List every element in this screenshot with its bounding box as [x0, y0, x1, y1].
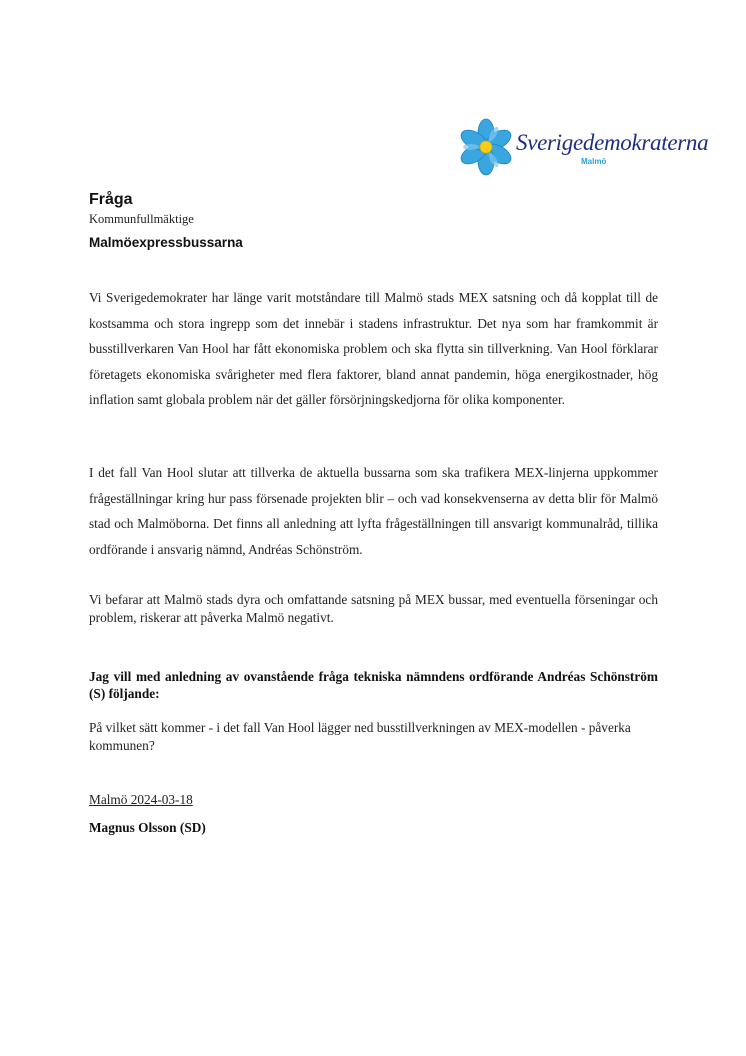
document-topic: Malmöexpressbussarna	[89, 235, 243, 250]
body-paragraph: Vi befarar att Malmö stads dyra och omfattande satsning på MEX bussar, med eventuella förseningar och problem, riskerar att påverka Malmö negativt.	[89, 592, 658, 625]
document-heading: Fråga	[89, 191, 133, 208]
signature: Magnus Olsson (SD)	[89, 820, 206, 835]
question-text: På vilket sätt kommer - i det fall Van Hool lägger ned busstillverkningen av MEX-modellen - påverka kommunen?	[89, 720, 631, 753]
flower-icon	[458, 118, 520, 178]
logo-wordmark: Sverigedemokraterna	[516, 130, 709, 155]
body-paragraph: I det fall Van Hool slutar att tillverka de aktuella bussarna som ska trafikera MEX-linjerna uppkommer frågeställningar kring hur pass försenade projekten blir – och vad konsekvenserna av detta blir för Malmö stad och Malmöborna. Det finns all anledning att lyfta frågeställningen till ansvarigt kommunalråd, tillika ordförande i ansvarig nämnd, Andréas Schönström.	[89, 465, 658, 557]
party-logo	[458, 118, 709, 178]
logo-city: Malmö	[581, 157, 607, 166]
document-date: Malmö 2024-03-18	[89, 792, 193, 807]
question-intro: Jag vill med anledning av ovanstående fråga tekniska nämndens ordförande Andréas Schönström (S) följande:	[89, 669, 658, 701]
body-paragraph: Vi Sverigedemokrater har länge varit motståndare till Malmö stads MEX satsning och då kopplat till de kostsamma och stora ingrepp som det innebär i stadens infrastruktur. Det nya som har framkommit är busstillverkaren Van Hool har fått ekonomiska problem och ska flytta sin tillverkning. Van Hool förklarar företagets ekonomiska svårigheter med flera faktorer, bland annat pandemin, höga energikostnader, hög inflation samt globala problem när det gäller försörjningskedjorna för olika komponenter.	[89, 290, 658, 408]
document-subheading: Kommunfullmäktige	[89, 212, 194, 226]
